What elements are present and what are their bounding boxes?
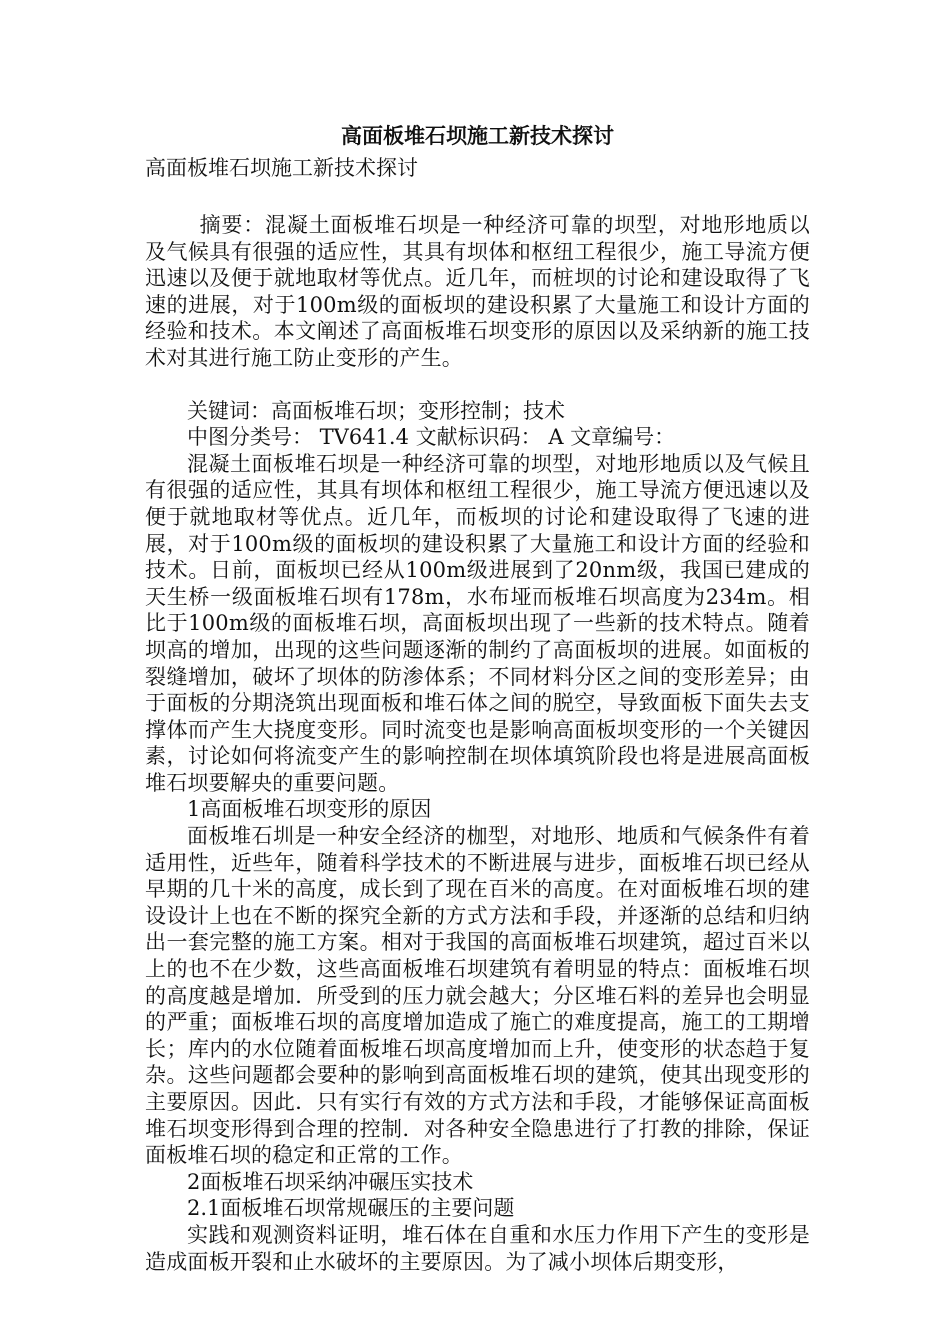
section-1-paragraph: 面板堆石圳是一种安全经济的枷型，对地形、地质和气候条件有着适用性，近些年，随着科学技术的不断进展与进步，面板堆石坝已经从早期的几十米的高度，成长到了现在百米的高度。在对面板堆石坝的建设设计上也在不断的探究全新的方式方法和手段，并逐渐的总结和归纳出一套完整的施工方案。相对于我国的高面板堆石坝建筑，超过百米以上的也不在少数，这些高面板堆石坝建筑有着明显的特点：面板堆石坝的高度越是增加．所受到的压力就会越大；分区堆石料的差异也会明显的严重；面板堆石坝的高度增加造成了施亡的难度提高，施工的工期增长；库内的水位随着面板堆石坝高度增加而上升，使变形的状态趋于复杂。这些问题都会要种的影响到高面板堆石坝的建筑，使其出现变形的主要原因。因此．只有实行有效的方式方法和手段，才能够保证高面板堆石坝变形得到合理的控制．对各种安全隐患进行了打教的排除，保证面板堆石坝的稳定和正常的工作。 [145,824,810,1168]
abstract-paragraph: 摘要：混凝土面板堆石坝是一种经济可靠的坝型，对地形地质以及气候具有很强的适应性，其具有坝体和枢纽工程很少，施工导流方便迅速以及便于就地取材等优点。近几年，而桩坝的讨论和建设取得了飞速的进展，对于100m级的面板坝的建设积累了大量施工和设计方面的经验和技术。本文阐述了高面板堆石坝变形的原因以及采纳新的施工技术对其进行施工防止变形的产生。 [145,213,810,370]
section-2-heading: 2面板堆石坝采纳冲碾压实技术 [187,1169,474,1194]
document-page [145,120,810,1275]
section-2-1-paragraph: 实践和观测资料证明，堆石体在自重和水压力作用下产生的变形是造成面板开裂和止水破坏的主要原因。为了减小坝体后期变形， [145,1222,810,1274]
keywords-line: 关键词：高面板堆石坝；变形控制；技术 [187,398,565,423]
document-title: 高面板堆石坝施工新技术探讨 [341,123,614,148]
classification-line: 中图分类号： TV641.4 文献标识码： A 文章编号： [187,425,676,450]
intro-paragraph: 混凝土面板堆石坝是一种经济可靠的坝型，对地形地质以及气候且有很强的适应性，其具有坝体和枢纽工程很少，施工导流方便迅速以及便于就地取材等优点。近几年，而板坝的讨论和建设取得了飞速的进展，对于100m级的面板坝的建设积累了大量施工和设计方面的经验和技术。日前，面板坝已经从100m级进展到了20nm级，我国已建成的天生桥一级面板堆石坝有178m，水布垭而板堆石坝高度为234m。相比于100m级的面板堆石坝，高面板坝出现了一些新的技术特点。随着坝高的增加，出现的这些问题逐渐的制约了高面板坝的进展。如面板的裂缝增加，破坏了坝体的防渗体系；不同材料分区之间的变形差异；由于面板的分期浇筑出现面板和堆石体之间的脱空，导致面板下面失去支撑体而产生大挠度变形。同时流变也是影响高面板坝变形的一个关键因素，讨论如何将流变产生的影响控制在坝体填筑阶段也将是进展高面板堆石坝要解央的重要问题。 [145,451,810,795]
blank-line [145,184,810,212]
document-subtitle: 高面板堆石坝施工新技术探讨 [145,156,418,180]
section-2-1-heading: 2.1面板堆石坝常规碾压的主要问题 [187,1196,515,1221]
blank-line [145,372,810,398]
section-1-heading: 1高面板堆石坝变形的原因 [187,797,432,822]
